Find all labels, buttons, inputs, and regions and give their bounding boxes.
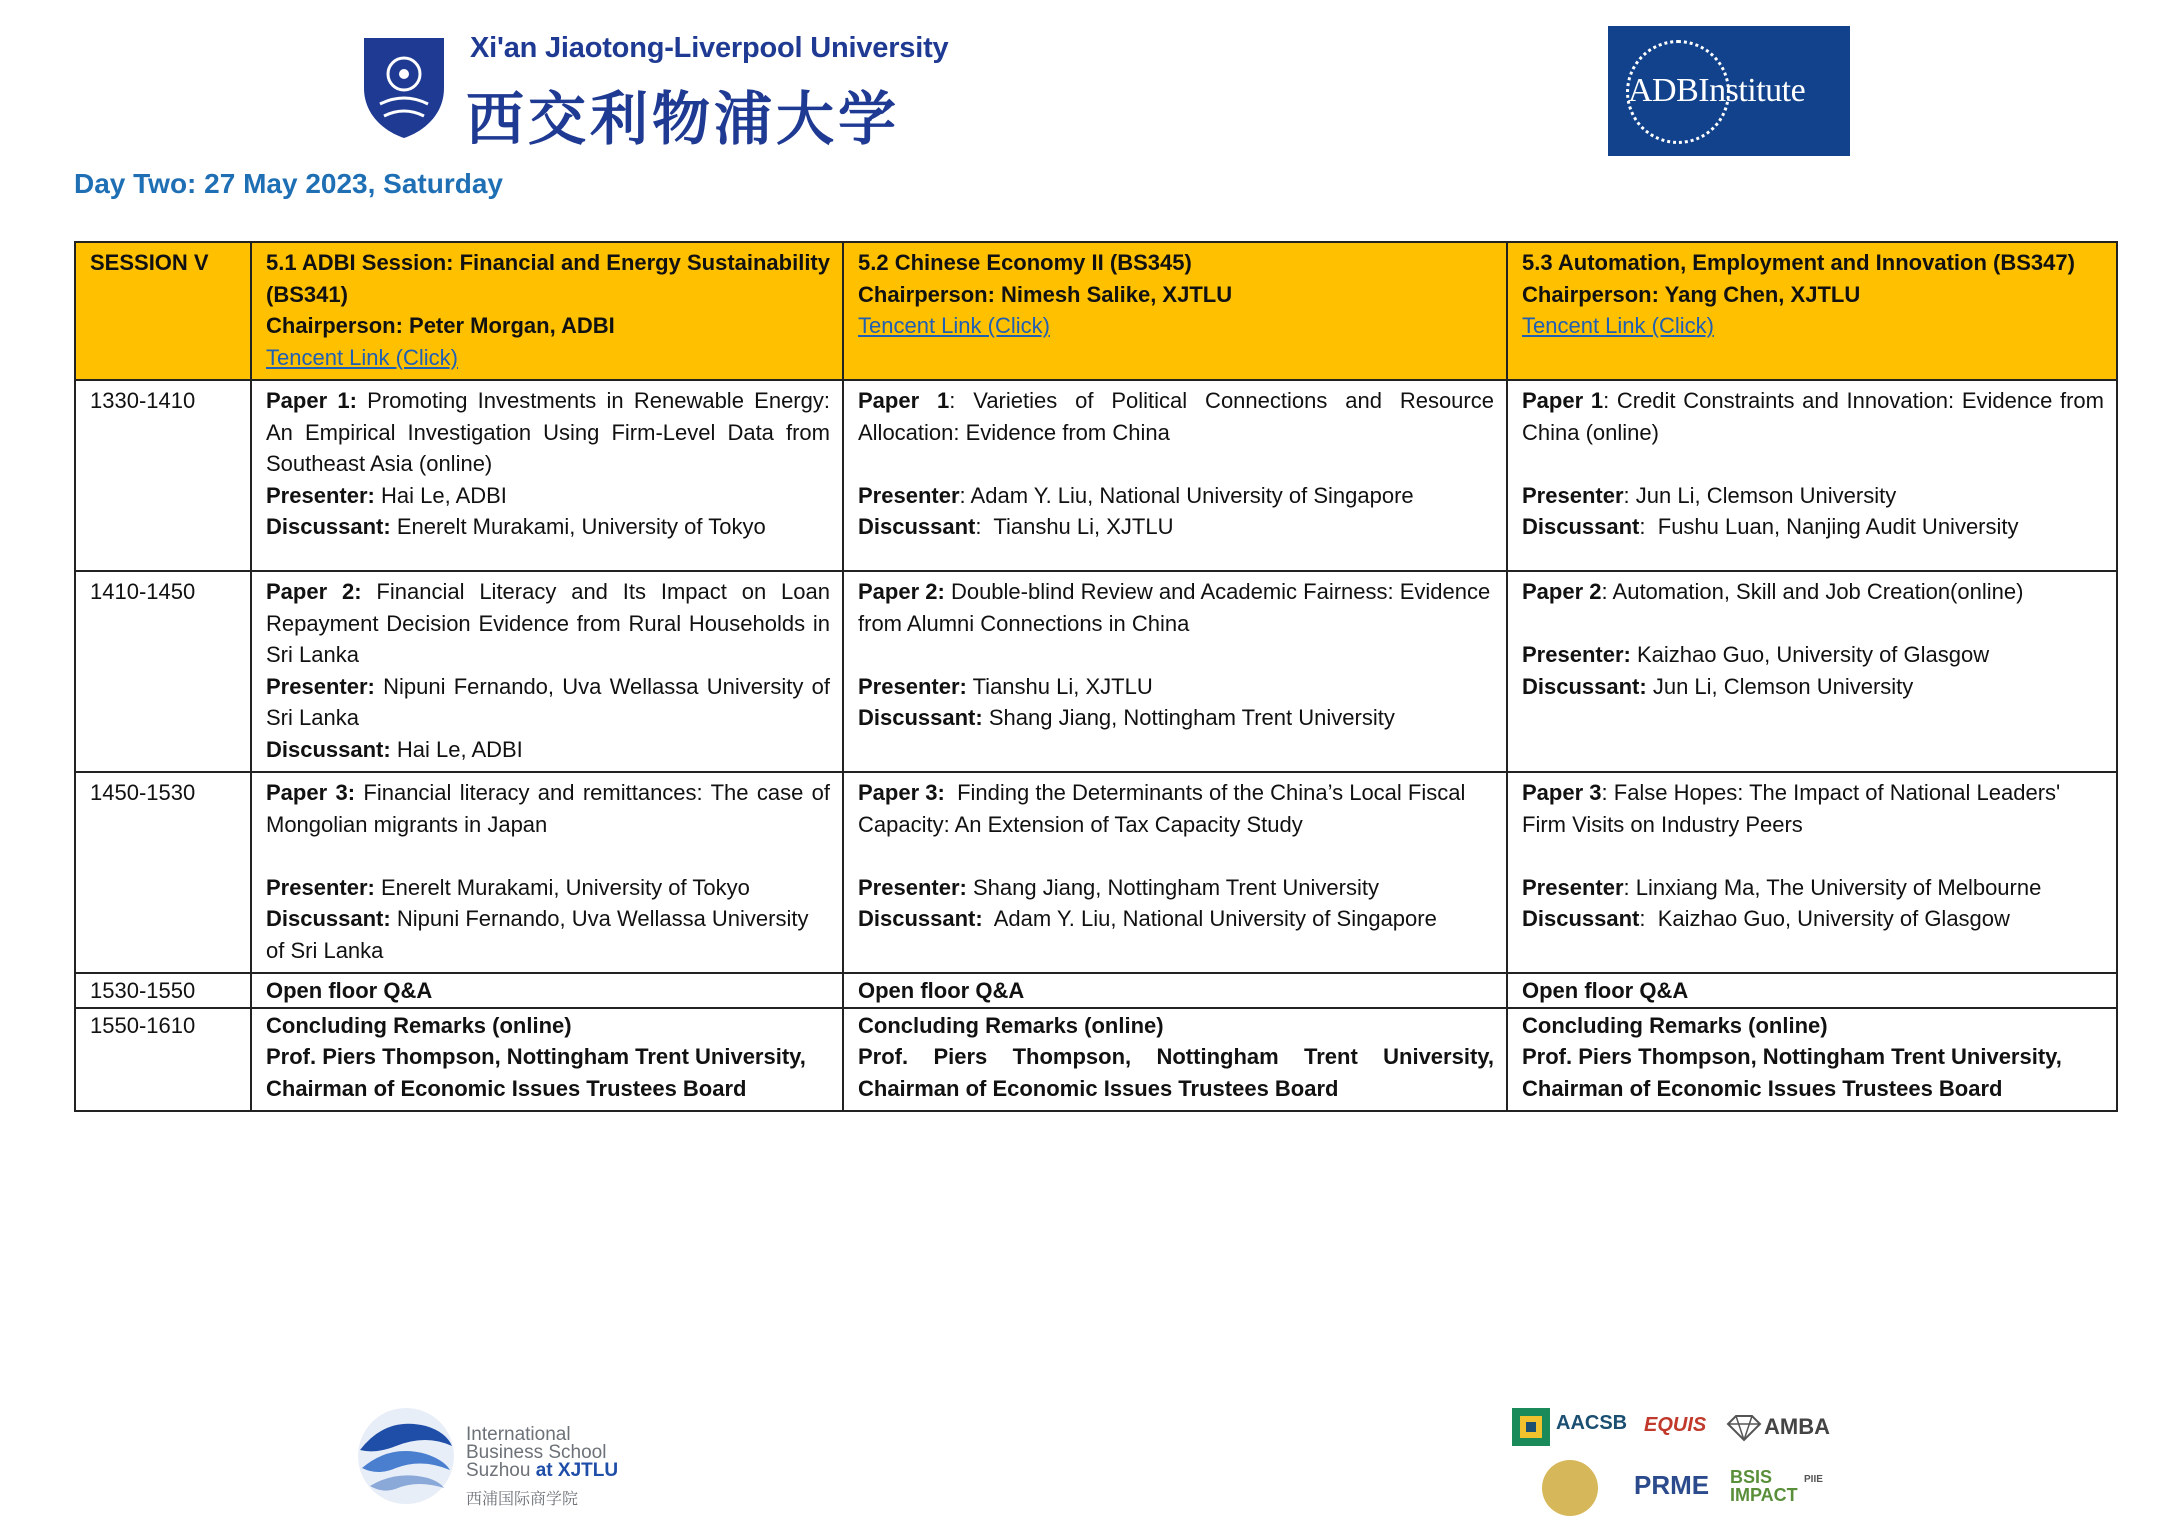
session-chair: Chairperson: Yang Chen, XJTLU: [1522, 281, 1861, 307]
paper-title: Paper 2: Double-blind Review and Academic Fairness: Evidence from Alumni Connections in China: [858, 579, 1491, 636]
time-cell: 1330-1410: [75, 380, 251, 571]
xjtlu-name-cn: 西交利物浦大学: [466, 85, 901, 153]
schedule-table: [74, 241, 2118, 1112]
table-row: [75, 380, 2117, 571]
amba-diamond-icon: [1726, 1414, 1762, 1442]
session-header-row: [75, 242, 2117, 380]
session-chair: Chairperson: Peter Morgan, ADBI: [266, 313, 615, 338]
prme-logo: PRME: [1634, 1470, 1710, 1500]
xjtlu-name-en: Xi'an Jiaotong-Liverpool University: [470, 32, 949, 64]
xjtlu-shield-icon: [360, 34, 448, 140]
table-row: [75, 973, 2117, 1008]
remarks-heading: Concluding Remarks (online): [1522, 1012, 1828, 1038]
remarks-speaker: Prof. Piers Thompson, Nottingham Trent University,: [1522, 1044, 2062, 1069]
paper-cell: [843, 380, 1507, 571]
time-cell: 1530-1550: [75, 973, 251, 1008]
paper-cell: [1507, 772, 2117, 973]
session-title: 5.1 ADBI Session: Financial and Energy Sustainability (BS341): [266, 250, 830, 307]
tencent-link[interactable]: Tencent Link (Click): [1522, 313, 1714, 338]
medal-icon: [1542, 1460, 1598, 1516]
table-row: [75, 1008, 2117, 1112]
amba-logo: AMBA: [1764, 1414, 1830, 1439]
qa-cell: Open floor Q&A: [251, 973, 843, 1008]
day-title: Day Two: 27 May 2023, Saturday: [74, 168, 503, 199]
discussant: Discussant: Kaizhao Guo, University of Glasgow: [1522, 906, 2010, 931]
remarks-cell: [251, 1008, 843, 1112]
qa-cell: Open floor Q&A: [1507, 973, 2117, 1008]
paper-title: Paper 1: Varieties of Political Connections and Resource Allocation: Evidence from China: [858, 388, 1494, 445]
presenter: Presenter: Kaizhao Guo, University of Glasgow: [1522, 642, 1990, 667]
piie-logo: PIIE: [1804, 1474, 1823, 1485]
session-title: 5.2 Chinese Economy II (BS345): [858, 250, 1192, 275]
discussant: Discussant: Adam Y. Liu, National University of Singapore: [858, 906, 1437, 931]
remarks-role: Chairman of Economic Issues Trustees Board: [266, 1075, 747, 1101]
time-cell: 1450-1530: [75, 772, 251, 973]
remarks-speaker: Prof. Piers Thompson, Nottingham Trent University,: [266, 1044, 806, 1069]
ibss-wave-icon: [356, 1406, 456, 1506]
table-row: [75, 571, 2117, 772]
remarks-role: Chairman of Economic Issues Trustees Board: [1522, 1075, 2003, 1101]
presenter: Presenter: Enerelt Murakami, University of Tokyo: [266, 874, 750, 900]
paper-title: Paper 2: Financial Literacy and Its Impact on Loan Repayment Decision Evidence from Rural Households in Sri Lanka: [266, 579, 830, 667]
presenter: Presenter: Adam Y. Liu, National University of Singapore: [858, 482, 1414, 508]
paper-title: Paper 3: Financial literacy and remittances: The case of Mongolian migrants in Japan: [266, 780, 830, 837]
paper-cell: [251, 571, 843, 772]
equis-logo: EQUIS: [1644, 1414, 1707, 1436]
paper-cell: [1507, 380, 2117, 571]
presenter: Presenter: Jun Li, Clemson University: [1522, 482, 1897, 508]
time-cell: 1550-1610: [75, 1008, 251, 1112]
remarks-cell: [843, 1008, 1507, 1112]
paper-cell: [251, 772, 843, 973]
discussant: Discussant: Nipuni Fernando, Uva Wellassa University of Sri Lanka: [266, 906, 809, 963]
discussant: Discussant: Shang Jiang, Nottingham Trent University: [858, 705, 1395, 730]
paper-title: Paper 1: Promoting Investments in Renewable Energy: An Empirical Investigation Using Firm-Level Data from Southeast Asia (online): [266, 388, 830, 476]
discussant: Discussant: Fushu Luan, Nanjing Audit University: [1522, 514, 2019, 539]
bsis-logo: BSIS IMPACT: [1730, 1467, 1798, 1505]
ibss-name-cn: 西浦国际商学院: [466, 1489, 579, 1508]
ibss-logo: [356, 1404, 626, 1514]
adbi-logo: [1608, 26, 1850, 156]
xjtlu-logo: [360, 30, 950, 153]
ibss-name: International Business School Suzhou at XJTLU: [466, 1424, 619, 1481]
aacsb-icon: [1512, 1408, 1550, 1446]
paper-cell: [1507, 571, 2117, 772]
qa-cell: Open floor Q&A: [843, 973, 1507, 1008]
tencent-link[interactable]: Tencent Link (Click): [858, 313, 1050, 338]
presenter: Presenter: Shang Jiang, Nottingham Trent University: [858, 874, 1379, 900]
time-cell: 1410-1450: [75, 571, 251, 772]
tencent-link[interactable]: Tencent Link (Click): [266, 344, 458, 370]
remarks-heading: Concluding Remarks (online): [266, 1012, 572, 1038]
presenter: Presenter: Tianshu Li, XJTLU: [858, 673, 1153, 699]
remarks-speaker: Prof. Piers Thompson, Nottingham Trent University,: [858, 1044, 1494, 1069]
presenter: Presenter: Nipuni Fernando, Uva Wellassa University of Sri Lanka: [266, 673, 830, 730]
paper-cell: [843, 772, 1507, 973]
session-title: 5.3 Automation, Employment and Innovation (BS347): [1522, 250, 2075, 275]
discussant: Discussant: Tianshu Li, XJTLU: [858, 514, 1174, 539]
presenter: Presenter: Hai Le, ADBI: [266, 482, 507, 508]
session-header-5-3: [1507, 242, 2117, 380]
discussant: Discussant: Enerelt Murakami, University of Tokyo: [266, 514, 766, 539]
presenter: Presenter: Linxiang Ma, The University of Melbourne: [1522, 874, 2042, 900]
paper-title: Paper 3: Finding the Determinants of the China’s Local Fiscal Capacity: An Extension of Tax Capacity Study: [858, 780, 1466, 837]
adbi-name: ADBInstitute: [1628, 72, 1806, 109]
paper-title: Paper 2: Automation, Skill and Job Creation(online): [1522, 579, 2024, 604]
remarks-heading: Concluding Remarks (online): [858, 1012, 1164, 1038]
paper-title: Paper 3: False Hopes: The Impact of National Leaders' Firm Visits on Industry Peers: [1522, 780, 2061, 837]
discussant: Discussant: Jun Li, Clemson University: [1522, 673, 1914, 699]
paper-cell: [251, 380, 843, 571]
session-header-5-2: [843, 242, 1507, 380]
session-header-5-1: [251, 242, 843, 380]
paper-title: Paper 1: Credit Constraints and Innovation: Evidence from China (online): [1522, 388, 2104, 445]
paper-cell: [843, 571, 1507, 772]
remarks-role: Chairman of Economic Issues Trustees Board: [858, 1075, 1339, 1101]
table-row: [75, 772, 2117, 973]
aacsb-logo: AACSB: [1556, 1412, 1628, 1434]
remarks-cell: [1507, 1008, 2117, 1112]
session-chair: Chairperson: Nimesh Salike, XJTLU: [858, 281, 1233, 307]
session-label: SESSION V: [75, 242, 251, 380]
discussant: Discussant: Hai Le, ADBI: [266, 736, 523, 762]
